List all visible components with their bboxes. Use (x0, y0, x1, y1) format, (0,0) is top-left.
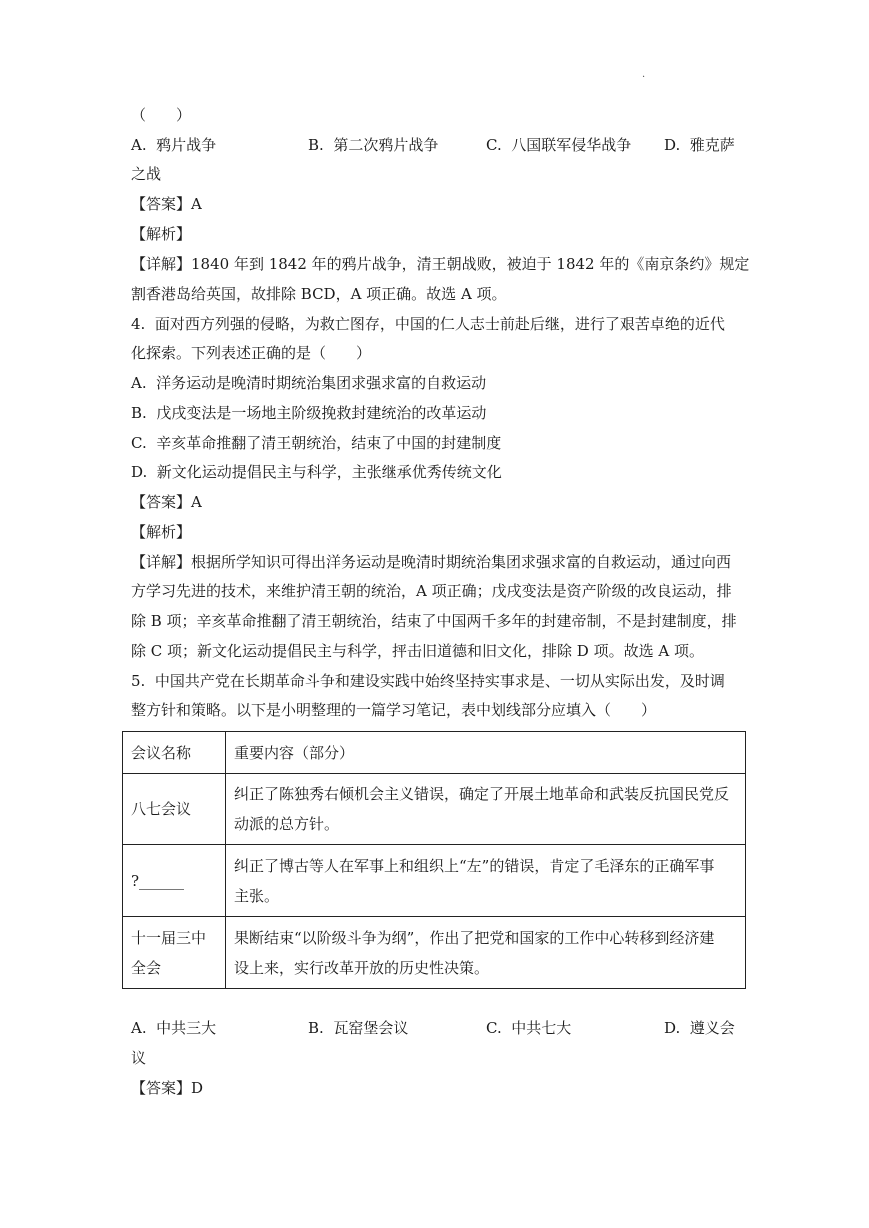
content-cell (226, 845, 746, 917)
q5-option-b: B. 瓦窑堡会议 (308, 1019, 409, 1037)
meeting-name: 全会 (131, 958, 162, 977)
q4-option-a: A. 洋务运动是晚清时期统治集团求强求富的自救运动 (131, 374, 487, 392)
meeting-name-cell (123, 845, 226, 917)
q4-analysis-label: 【解析】 (131, 523, 192, 541)
q4-option-d: D. 新文化运动提倡民主与科学，主张继承优秀传统文化 (131, 463, 502, 481)
q4-option-b: B. 戊戌变法是一场地主阶级挽救封建统治的改革运动 (131, 404, 487, 422)
q5-option-d: D. 遵义会 (664, 1019, 735, 1037)
content-cell (226, 774, 746, 845)
content-line: 果断结束“以阶级斗争为纲”，作出了把党和国家的工作中心转移到经济建 (234, 928, 715, 947)
q3-option-b: B. 第二次鸦片战争 (308, 136, 439, 154)
q5-option-a: A. 中共三大 (131, 1019, 217, 1037)
q3-option-wrap: 之战 (131, 165, 162, 183)
content-line: 动派的总方针。 (234, 815, 340, 833)
q4-detail-line: 方学习先进的技术，来维护清王朝的统治，A 项正确；戊戌变法是资产阶级的改良运动，排 (131, 582, 732, 600)
content-cell (226, 917, 746, 989)
table-header-cell: 重要内容（部分） (226, 732, 746, 774)
q5-answer: 【答案】D (131, 1079, 204, 1097)
meeting-name: 十一届三中 (131, 928, 207, 947)
q3-detail-line: 【详解】1840 年到 1842 年的鸦片战争，清王朝战败，被迫于 1842 年的《南京条约》规定 (131, 255, 750, 273)
table-row (123, 845, 746, 917)
q5-stem-line: 5. 中国共产党在长期革命斗争和建设实践中始终坚持实事求是、一切从实际出发，及时调 (131, 672, 725, 690)
q5-option-c: C. 中共七大 (486, 1019, 572, 1037)
meeting-name-cell (123, 917, 226, 989)
q5-stem-line: 整方针和策略。以下是小明整理的一篇学习笔记，表中划线部分应填入（ ） (131, 701, 657, 719)
q4-answer: 【答案】A (131, 493, 202, 511)
study-notes-table (122, 731, 746, 989)
table-header-cell: 会议名称 (123, 732, 226, 774)
q3-bracket: （ ） (131, 106, 192, 124)
table-row (123, 917, 746, 989)
q3-analysis-label: 【解析】 (131, 225, 192, 243)
q3-option-d: D. 雅克萨 (664, 136, 735, 154)
q4-detail-line: 除 B 项；辛亥革命推翻了清王朝统治，结束了中国两千多年的封建帝制，不是封建制度，排 (131, 612, 737, 630)
q3-option-a: A. 鸦片战争 (131, 136, 217, 154)
q3-detail-line: 割香港岛给英国，故排除 BCD，A 项正确。故选 A 项。 (131, 285, 507, 303)
table-row (123, 774, 746, 845)
meeting-name-cell (123, 774, 226, 845)
q3-answer: 【答案】A (131, 195, 202, 213)
q5-option-wrap: 议 (131, 1049, 147, 1067)
top-mark: · (642, 72, 646, 83)
content-line: 纠正了陈独秀右倾机会主义错误，确定了开展土地革命和武装反抗国民党反 (234, 785, 730, 803)
q4-stem-line: 化探索。下列表述正确的是（ ） (131, 344, 372, 362)
q3-option-c: C. 八国联军侵华战争 (486, 136, 632, 154)
q4-stem-line: 4. 面对西方列强的侵略，为救亡图存，中国的仁人志士前赴后继，进行了艰苦卓绝的近代 (131, 315, 725, 333)
content-line: 主张。 (234, 886, 280, 905)
q4-detail-line: 除 C 项；新文化运动提倡民主与科学，抨击旧道德和旧文化，排除 D 项。故选 A 项。 (131, 642, 704, 660)
meeting-name: 八七会议 (131, 800, 192, 818)
content-line: 纠正了博古等人在军事上和组织上“左”的错误，肯定了毛泽东的正确军事 (234, 856, 715, 875)
table-header-row (123, 732, 746, 774)
q4-detail-line: 【详解】根据所学知识可得出洋务运动是晚清时期统治集团求强求富的自救运动，通过向西 (131, 553, 732, 571)
q4-option-c: C. 辛亥革命推翻了清王朝统治，结束了中国的封建制度 (131, 434, 502, 452)
content-line: 设上来，实行改革开放的历史性决策。 (234, 958, 490, 977)
meeting-name-blank: ?______ (131, 871, 185, 890)
